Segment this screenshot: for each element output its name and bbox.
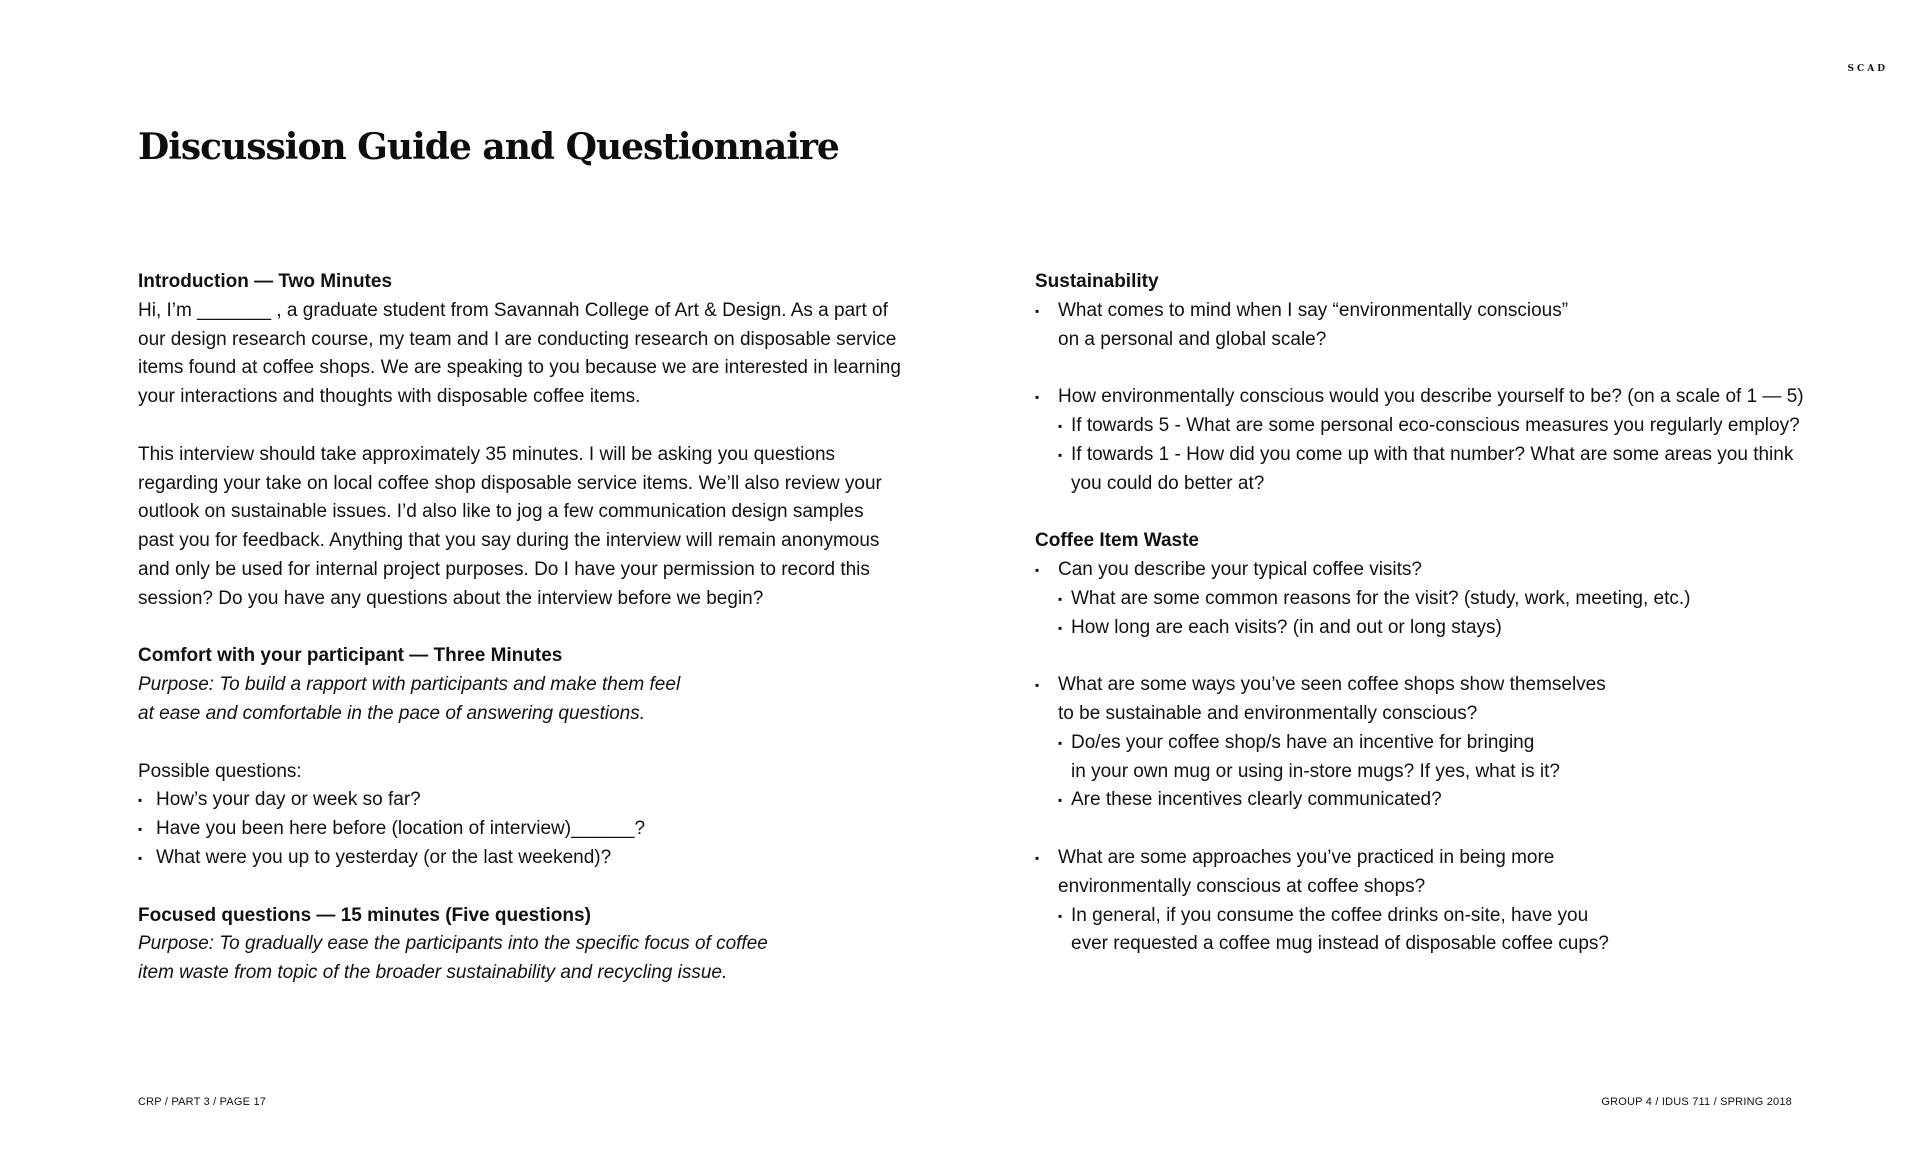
text-line: Purpose: To gradually ease the participants into the specific focus of coffee — [138, 933, 768, 955]
list-item: ▪ What comes to mind when I say “environmentally conscious” — [1035, 297, 1835, 326]
sub-list-item: ▪ Are these incentives clearly communicated? — [1035, 786, 1835, 815]
sub-list-item: ▪ How long are each visits? (in and out or long stays) — [1035, 614, 1835, 643]
sub-list-item: ▪ If towards 5 - What are some personal eco-conscious measures you regularly employ? — [1035, 412, 1835, 441]
list-item: ▪ What are some ways you’ve seen coffee shops show themselves — [1035, 671, 1835, 700]
sub-list-item: ▪ Do/es your coffee shop/s have an incentive for bringing — [1035, 729, 1835, 758]
sub-list-item: ▪ If towards 1 - How did you come up with that number? What are some areas you think — [1035, 441, 1835, 470]
list-item-continuation: environmentally conscious at coffee shops? — [1058, 875, 1426, 897]
text-line: at ease and comfortable in the pace of answering questions. — [138, 702, 645, 724]
comfort-heading: Comfort with your participant — Three Minutes — [138, 645, 563, 667]
focused-heading: Focused questions — 15 minutes (Five questions) — [138, 904, 591, 926]
right-column — [1035, 268, 1835, 959]
sub-list-item: ▪ What are some common reasons for the visit? (study, work, meeting, etc.) — [1035, 585, 1835, 614]
text-line: Purpose: To build a rapport with participants and make them feel — [138, 674, 681, 696]
comfort-purpose — [138, 671, 938, 729]
sub-list-item: ▪ In general, if you consume the coffee drinks on-site, have you — [1035, 902, 1835, 931]
text-line: session? Do you have any questions about the interview before we begin? — [138, 587, 764, 609]
possible-questions-label: Possible questions: — [138, 760, 302, 782]
list-item-continuation: to be sustainable and environmentally conscious? — [1058, 702, 1478, 724]
list-item-continuation: on a personal and global scale? — [1058, 328, 1327, 350]
list-item: ▪ How environmentally conscious would you describe yourself to be? (on a scale of 1 — 5) — [1035, 383, 1835, 412]
scad-logo: SCAD — [1847, 64, 1888, 74]
text-line: our design research course, my team and I are conducting research on disposable service — [138, 328, 897, 350]
text-line: past you for feedback. Anything that you say during the interview will remain anonymous — [138, 530, 880, 552]
text-line: your interactions and thoughts with disposable coffee items. — [138, 386, 641, 408]
intro-paragraph — [138, 297, 938, 412]
coffee-waste-heading: Coffee Item Waste — [1035, 530, 1199, 552]
sub-list-item-continuation: in your own mug or using in-store mugs? If yes, what is it? — [1071, 760, 1560, 782]
sub-list-item-continuation: ever requested a coffee mug instead of disposable coffee cups? — [1071, 933, 1609, 955]
list-item: ▪ Can you describe your typical coffee visits? — [1035, 556, 1835, 585]
text-line: items found at coffee shops. We are speaking to you because we are interested in learning — [138, 357, 901, 379]
list-item: ▪ What were you up to yesterday (or the last weekend)? — [138, 844, 938, 873]
list-item: ▪ Have you been here before (location of interview)______? — [138, 815, 938, 844]
list-item: ▪ What are some approaches you’ve practiced in being more — [1035, 844, 1835, 873]
text-line: Hi, I’m _______ , a graduate student from Savannah College of Art & Design. As a part of — [138, 299, 888, 321]
interview-paragraph — [138, 441, 938, 614]
text-line: outlook on sustainable issues. I’d also like to jog a few communication design samples — [138, 501, 864, 523]
footer-page-ref: CRP / PART 3 / PAGE 17 — [138, 1096, 267, 1108]
text-line: item waste from topic of the broader sustainability and recycling issue. — [138, 962, 728, 984]
list-item: ▪ How’s your day or week so far? — [138, 786, 938, 815]
text-line: This interview should take approximately 35 minutes. I will be asking you questions — [138, 443, 836, 465]
text-line: regarding your take on local coffee shop disposable service items. We’ll also review your — [138, 472, 882, 494]
focused-purpose — [138, 930, 938, 988]
footer-course-ref: GROUP 4 / IDUS 711 / SPRING 2018 — [1601, 1096, 1792, 1108]
sustainability-heading: Sustainability — [1035, 271, 1159, 292]
sub-list-item-continuation: you could do better at? — [1071, 472, 1265, 494]
text-line: and only be used for internal project purposes. Do I have your permission to record this — [138, 558, 870, 580]
page-title: Discussion Guide and Questionnaire — [138, 126, 839, 168]
left-column — [138, 268, 938, 988]
intro-heading: Introduction — Two Minutes — [138, 271, 393, 292]
